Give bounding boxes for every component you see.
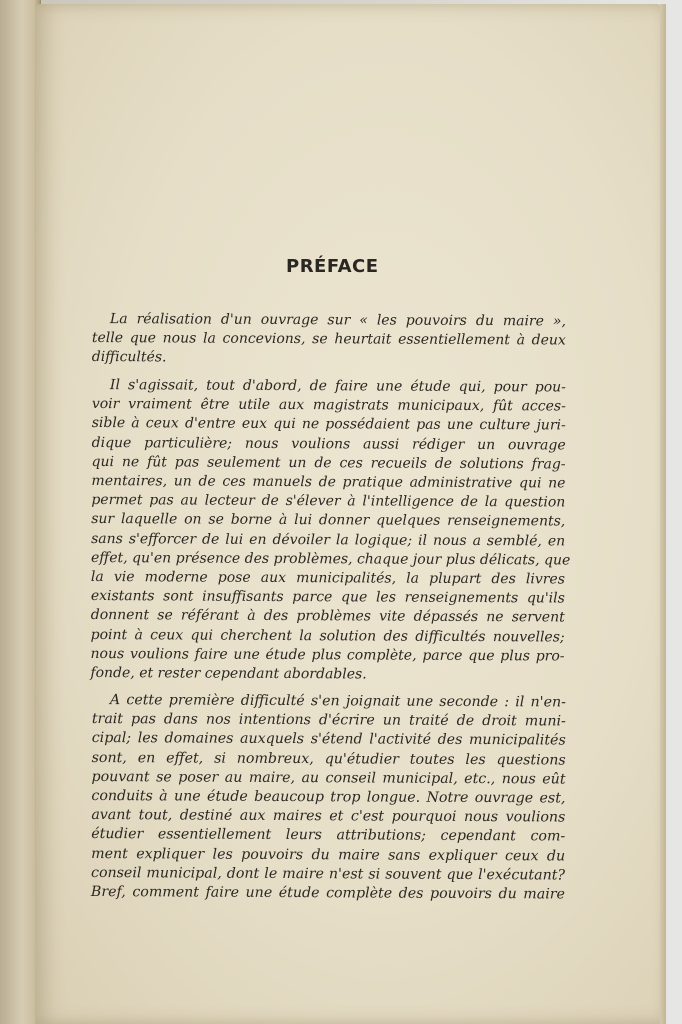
preface-body [90,310,571,910]
text-line: avant tout, destiné aux maires et c'est pourquoi nous voulions [91,807,566,826]
text-line: mentaires, un de ces manuels de pratique administrative qui ne [91,472,566,492]
text-line: voir vraiment être utile aux magistrats municipaux, fût acces- [91,395,566,415]
text-line: difficultés. [91,349,167,366]
text-line: ment expliquer les pouvoirs du maire sans expliquer ceux du [91,845,566,864]
text-line: fonde, et rester cependant abordables. [90,664,367,683]
text-line: sur laquelle on se borne à lui donner quelques renseignements, [91,511,566,530]
text-line: nous voulions faire une étude plus complète, parce que plus pro- [90,645,565,664]
paragraph-1 [92,310,566,370]
text-line: effet, qu'en présence des problèmes, chaque jour plus délicats, que [91,549,571,568]
left-page-edge [0,0,41,1024]
paragraph-3 [91,691,566,905]
paragraph-2 [90,376,571,686]
text-line: telle que nous la concevions, se heurtait essentiellement à deux [91,330,566,349]
text-line: sont, en effet, si nombreux, qu'étudier toutes les questions [91,749,566,768]
text-line: qui ne fût pas seulement un de ces recueils de solutions frag- [91,453,566,472]
text-line: donnent se référant à des problèmes vite dépassés ne servent [90,607,565,626]
page-edge-shadow [660,4,666,1024]
text-line: trait pas dans nos intentions d'écrire un traité de droit muni- [91,711,566,730]
text-line: pouvant se poser au maire, au conseil municipal, etc., nous eût [91,768,566,788]
page-title: PRÉFACE [286,256,379,277]
text-line: sans s'efforcer de lui en dévoiler la logique; il nous a semblé, en [91,530,566,549]
text-line: cipal; les domaines auxquels s'étend l'activité des municipalités [91,730,566,749]
text-line: Bref, comment faire une étude complète des pouvoirs du maire [90,883,565,903]
text-line: étudier essentiellement leurs attributions; cependant com- [91,826,566,845]
text-line: Il s'agissait, tout d'abord, de faire une étude qui, pour pou- [109,376,566,396]
text-line: sible à ceux d'entre eux qui ne possédaient pas une culture juri- [91,415,566,434]
text-line: dique particulière; nous voulions aussi rédiger un ouvrage [91,434,566,453]
text-line: la vie moderne pose aux municipalités, la plupart des livres [90,568,565,588]
text-line: permet pas au lecteur de s'élever à l'intelligence de la question [91,491,566,511]
text-line: conduits à une étude beaucoup trop longue. Notre ouvrage est, [91,787,566,807]
text-line: point à ceux qui cherchent la solution des difficultés nouvelles; [90,626,565,645]
text-line: La réalisation d'un ouvrage sur « les pouvoirs du maire », [109,311,566,330]
text-line: conseil municipal, dont le maire n'est si souvent que l'exécutant? [91,864,566,884]
text-line: A cette première difficulté s'en joignait une seconde : il n'en- [109,691,566,711]
text-line: existants sont insuffisants parce que les renseignements qu'ils [90,587,565,607]
